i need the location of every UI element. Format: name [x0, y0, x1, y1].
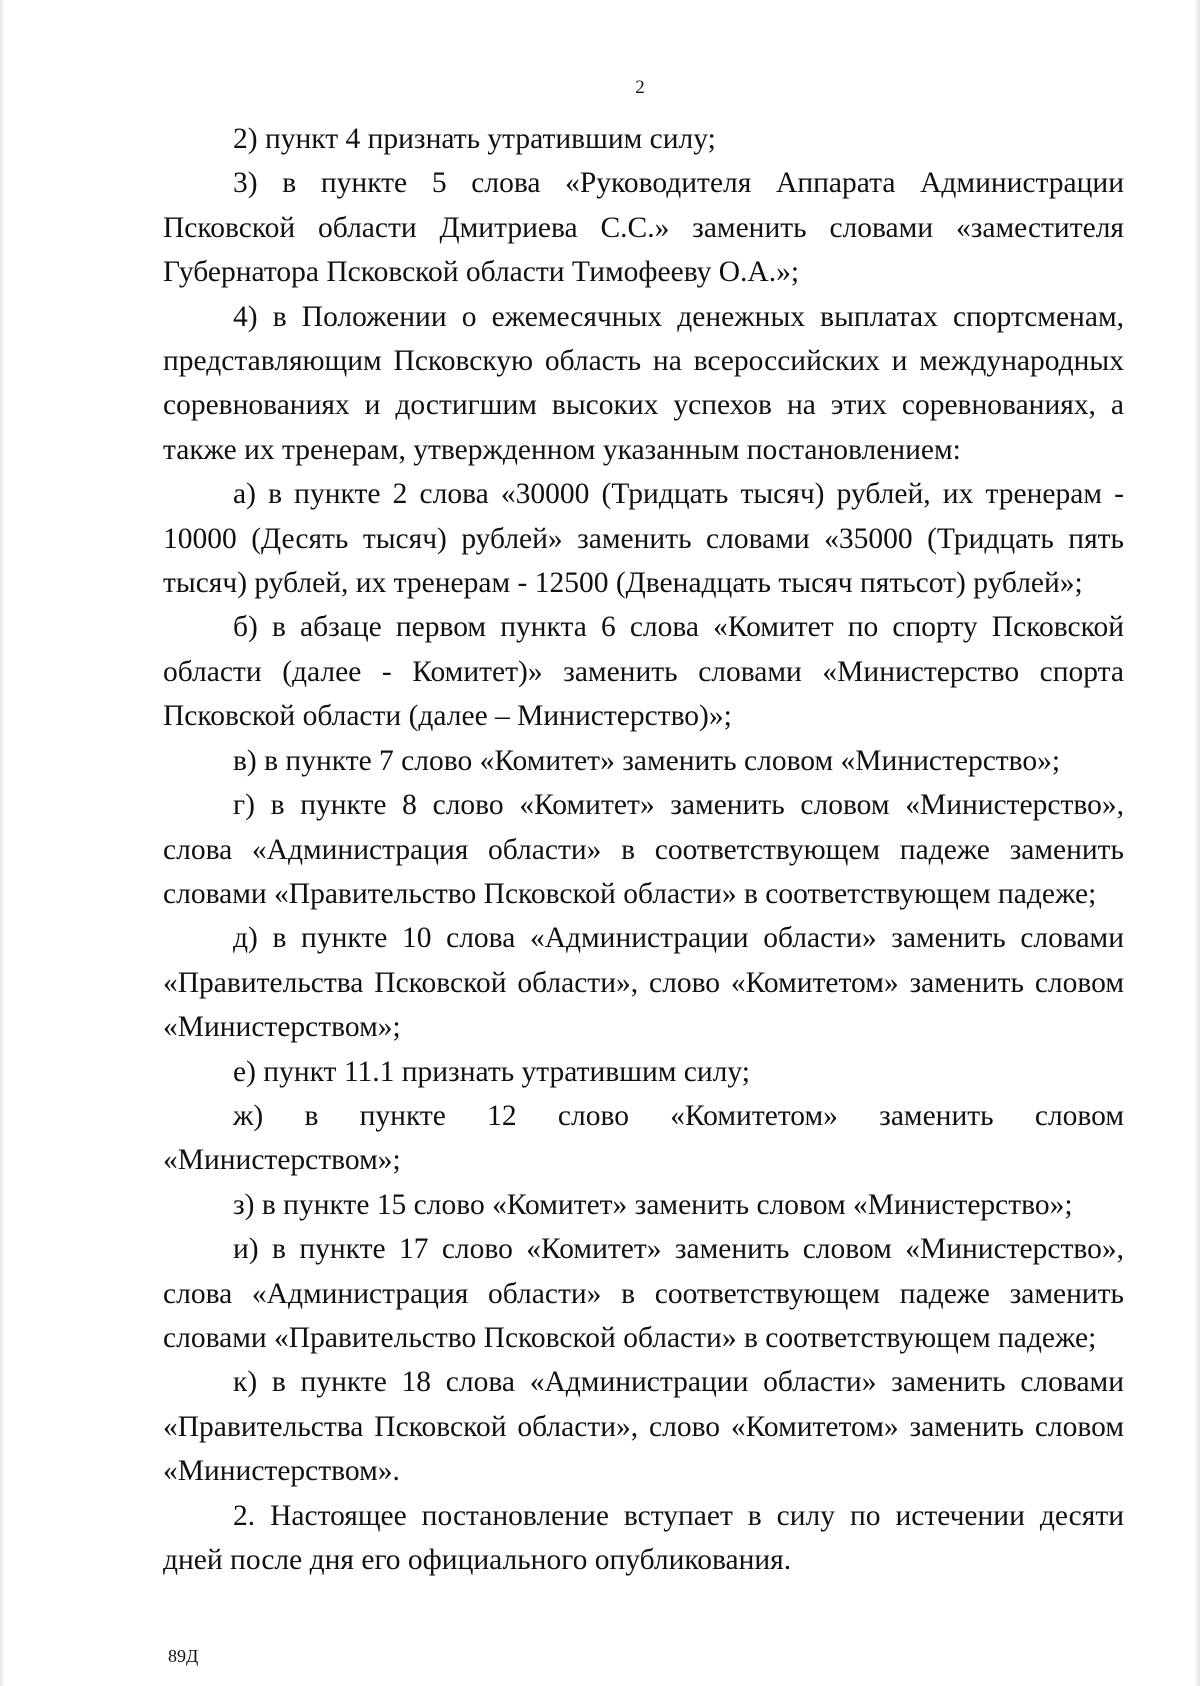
document-code: 89Д	[168, 1646, 199, 1666]
page-number: 2	[635, 77, 645, 98]
paragraph: 2. Настоящее постановление вступает в силу по истечении десяти дней после дня его официального опубликования.	[163, 1499, 1124, 1576]
paragraph: д) в пункте 10 слова «Администрации области» заменить словами «Правительства Псковской области», слово «Комитетом» заменить словом «Министерством»;	[163, 922, 1124, 1044]
paragraph: и) в пункте 17 слово «Комитет» заменить словом «Министерство», слова «Администрация области» в соответствующем падеже заменить словами «Правительство Псковской области» в соответствующем падеже;	[163, 1233, 1124, 1354]
paragraph: б) в абзаце первом пункта 6 слова «Комитет по спорту Псковской области (далее - Комитет)» заменить словами «Министерство спорта Псковской области (далее – Министерство)»;	[163, 611, 1124, 733]
scan-edge-left	[0, 0, 5, 1686]
paragraph: а) в пункте 2 слова «30000 (Тридцать тысяч) рублей, их тренерам - 10000 (Десять тысяч) рублей» заменить словами «35000 (Тридцать пять тысяч) рублей, их тренерам - 12500 (Двенадцать тысяч пятьсот) рублей»;	[163, 478, 1124, 600]
document-body	[163, 117, 1124, 1582]
paragraph: 2) пункт 4 признать утратившим силу;	[233, 123, 716, 155]
scan-edge-right	[1194, 0, 1200, 1686]
paragraph: з) в пункте 15 слово «Комитет» заменить словом «Министерство»;	[233, 1188, 1073, 1221]
paragraph: к) в пункте 18 слова «Администрации области» заменить словами «Правительства Псковской области», слово «Комитетом» заменить словом «Министерством».	[163, 1366, 1124, 1488]
paragraph: е) пункт 11.1 признать утратившим силу;	[233, 1055, 750, 1088]
paragraph: 3) в пункте 5 слова «Руководителя Аппарата Администрации Псковской области Дмитриева С.С.» заменить словами «заместителя Губернатора Псковской области Тимофееву О.А.»;	[163, 167, 1124, 289]
paragraph: в) в пункте 7 слово «Комитет» заменить словом «Министерство»;	[233, 744, 1061, 777]
paragraph: ж) в пункте 12 слово «Комитетом» заменить словом «Министерством»;	[163, 1099, 1124, 1177]
paragraph: г) в пункте 8 слово «Комитет» заменить словом «Министерство», слова «Администрация области» в соответствующем падеже заменить словами «Правительство Псковской области» в соответствующем падеже;	[163, 789, 1124, 910]
paragraph: 4) в Положении о ежемесячных денежных выплатах спортсменам, представляющим Псковскую область на всероссийских и международных соревнованиях и достигшим высоких успехов на этих соревнованиях, а также их тренерам, утвержденном указанным постановлением:	[163, 300, 1124, 466]
